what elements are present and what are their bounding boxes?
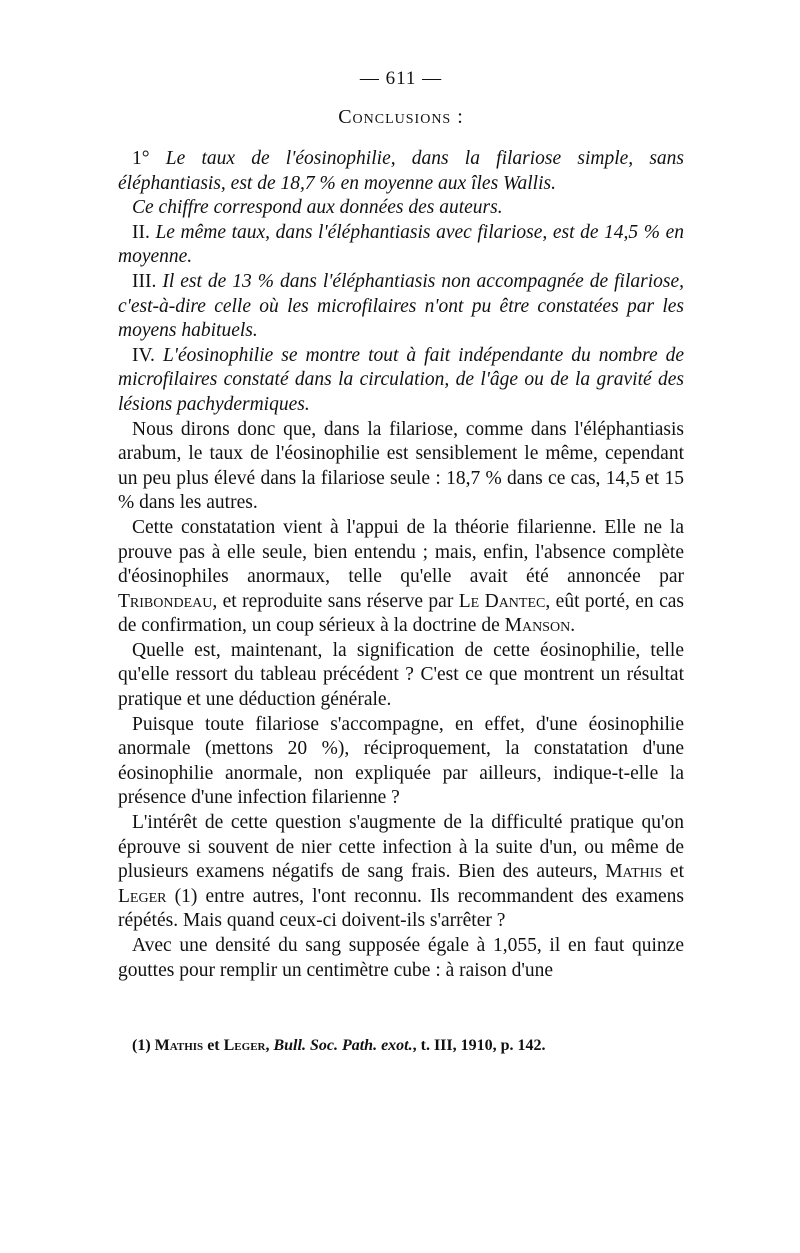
conclusion-lead: II. [132,221,150,243]
paragraph-text: Cette constatation vient à l'appui de la théorie filarienne. Elle ne la prouve pas à elle seule, bien entendu ; mais, enfin, l'absence complète d'éosinophiles anormaux, telle qu'elle avait été annoncée par [118,516,684,588]
conclusion-1 [118,147,684,196]
paragraph-3: Quelle est, maintenant, la signification de cette éosinophilie, telle qu'elle ressort du tableau précédent ? C'est ce que montrent un résultat pratique et une déduction générale. [118,639,684,711]
author-name: Mathis [605,861,663,883]
paragraph-text: (1) entre autres, l'ont reconnu. Ils recommandent des examens répétés. Mais quand ceux-ci doivent-ils s'arrêter ? [118,885,684,932]
paragraph-6: Avec une densité du sang supposée égale à 1,055, il en faut quinze gouttes pour remplir un centimètre cube : à raison d'une [118,935,684,981]
footnote-author: Mathis [154,1037,204,1054]
paragraph-text: L'intérêt de cette question s'augmente de la difficulté pratique qu'on éprouve si souvent de nier cette infection à la suite d'un, ou même de plusieurs examens négatifs de sang frais. Bien des auteurs, [118,812,684,883]
conclusion-3 [118,270,684,344]
paragraph-text: et [662,861,684,883]
paragraph-text: , eût porté, en cas de confirmation, un coup sérieux à la doctrine de [118,590,684,637]
section-heading: Conclusions : [338,106,464,128]
conclusion-text: Ce chiffre correspond aux données des auteurs. [132,197,503,219]
footnote-author: Leger [223,1037,266,1054]
footnote-journal: Bull. Soc. Path. exot. [273,1037,413,1054]
footnote-text: , t. III, 1910, p. 142. [412,1037,546,1054]
paragraph-text: . [570,615,576,637]
footnote-text: et [203,1037,224,1054]
paragraph-2 [118,516,684,639]
conclusion-lead: 1° [132,148,150,169]
paragraph-text: , et reproduite sans réserve par [212,590,459,612]
conclusion-2 [118,221,684,270]
author-name: Manson [504,615,571,637]
page-number: — 611 — [359,68,443,89]
footnote [132,1036,692,1056]
paragraph-5 [118,811,684,934]
author-name: Tribondeau [118,590,213,612]
footnote-text: , [265,1037,274,1054]
conclusion-text: Il est de 13 % dans l'éléphantiasis non accompagnée de filariose, c'est-à-dire celle où les microfilaires n'ont pu être constatées par les moyens habituels. [118,270,685,342]
paragraph-1: Nous dirons donc que, dans la filariose, comme dans l'éléphantiasis arabum, le taux de l'éosinophilie est sensiblement le même, cependant un peu plus élevé dans la filariose seule : 18,7 % dans ce cas, 14,5 et 15 % dans les autres. [118,418,684,514]
page-body [118,68,684,983]
conclusion-lead: III. [132,270,157,292]
conclusion-4 [118,344,684,418]
paragraph-4: Puisque toute filariose s'accompagne, en effet, d'une éosinophilie anormale (mettons 20 %), réciproquement, la constatation d'une éosinophilie anormale, non expliquée par ailleurs, indique-t-elle la présence d'une infection filarienne ? [118,713,684,809]
conclusion-lead: IV. [132,344,155,366]
footnote-number: (1) [132,1037,151,1054]
conclusion-text: L'éosinophilie se montre tout à fait indépendante du nombre de microfilaires constaté dans la circulation, de l'âge ou de la gravité des lésions pachydermiques. [118,344,685,415]
author-name: Leger [118,885,167,907]
author-name: Le Dantec [458,590,546,612]
conclusion-text: Le taux de l'éosinophilie, dans la filariose simple, sans éléphantiasis, est de 18,7 % en moyenne aux îles Wallis. [118,148,685,194]
conclusion-text: Le même taux, dans l'éléphantiasis avec filariose, est de 14,5 % en moyenne. [118,221,684,268]
conclusion-note [118,196,684,221]
